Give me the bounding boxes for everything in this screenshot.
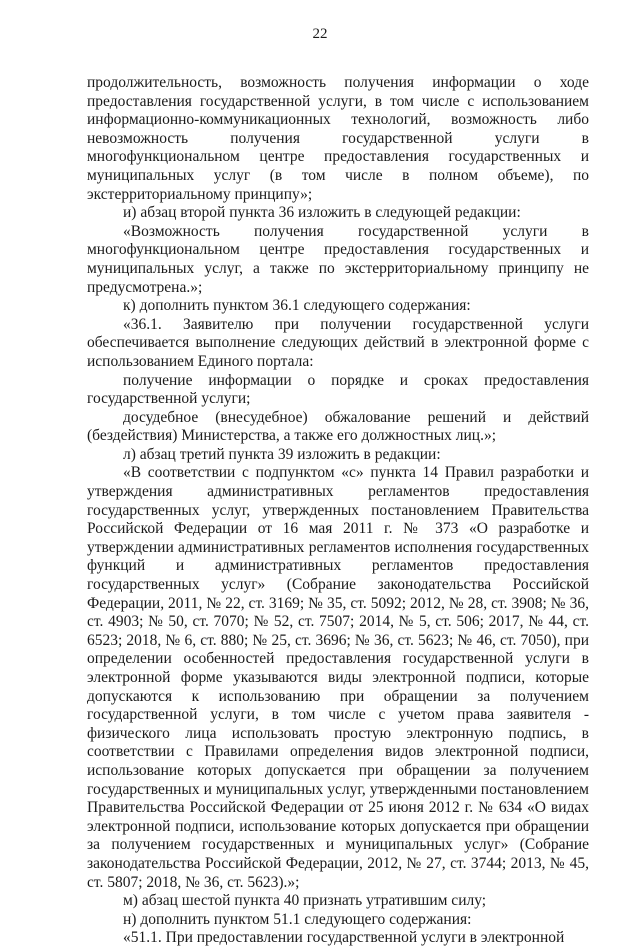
paragraph: «36.1. Заявителю при получении государственной услуги обеспечивается выполнение следующих действий в электронной форме с использованием Единого портала: <box>87 315 589 370</box>
paragraph: н) дополнить пунктом 51.1 следующего содержания: <box>123 910 472 928</box>
page-number: 22 <box>312 26 328 42</box>
document-body <box>87 74 589 948</box>
paragraph: и) абзац второй пункта 36 изложить в следующей редакции: <box>123 204 521 222</box>
paragraph: получение информации о порядке и сроках предоставления государственной услуги; <box>87 371 589 408</box>
paragraph: л) абзац третий пункта 39 изложить в редакции: <box>123 445 441 463</box>
paragraph: м) абзац шестой пункта 40 признать утратившим силу; <box>123 892 487 910</box>
paragraph: «51.1. При предоставлении государственной услуги в электронной <box>123 929 565 947</box>
paragraph: продолжительность, возможность получения информации о ходе предоставления государственной услуги, в том числе с использованием информационно-коммуникационных технологий, возможность либо невозможность получения государственной услуги в многофункциональном центре предоставления государственных и муниципальных услуг (в том числе в полном объеме), по экстерриториальному принципу»; <box>87 74 589 203</box>
paragraph: «В соответствии с подпунктом «с» пункта 14 Правил разработки и утверждения административных регламентов предоставления государственных услуг, утвержденных постановлением Правительства Российской Федерации от 16 мая 2011 г. № 373 «О разработке и утверждении административных регламентов исполнения государственных функций и административных регламентов предоставления государственных услуг» (Собрание законодательства Российской Федерации, 2011, № 22, ст. 3169; № 35, ст. 5092; 2012, № 28, ст. 3908; № 36, ст. 4903; № 50, ст. 7070; № 52, ст. 7507; 2014, № 5, ст. 506; 2017, № 44, ст. 6523; 2018, № 6, ст. 880; № 25, ст. 3696; № 36, ст. 5623; № 46, ст. 7050), при определении особенностей предоставления государственной услуги в электронной форме указываются виды электронной подписи, которые допускаются к использованию при обращении за получением государственной услуги, в том числе с учетом права заявителя - физического лица использовать простую электронную подпись, в соответствии с Правилами определения видов электронной подписи, использование которых допускается при обращении за получением государственных и муниципальных услуг, утвержденными постановлением Правительства Российской Федерации от 25 июня 2012 г. № 634 «О видах электронной подписи, использование которых допускается при обращении за получением государственных и муниципальных услуг» (Собрание законодательства Российской Федерации, 2012, № 27, ст. 3744; 2013, № 45, ст. 5807; 2018, № 36, ст. 5623).»; <box>87 464 589 891</box>
paragraph: к) дополнить пунктом 36.1 следующего содержания: <box>123 297 471 315</box>
paragraph: «Возможность получения государственной услуги в многофункциональном центре предоставления государственных и муниципальных услуг, а также по экстерриториальному принципу не предусмотрена.»; <box>87 222 589 296</box>
paragraph: досудебное (внесудебное) обжалование решений и действий (бездействия) Министерства, а также его должностных лиц.»; <box>87 408 589 445</box>
